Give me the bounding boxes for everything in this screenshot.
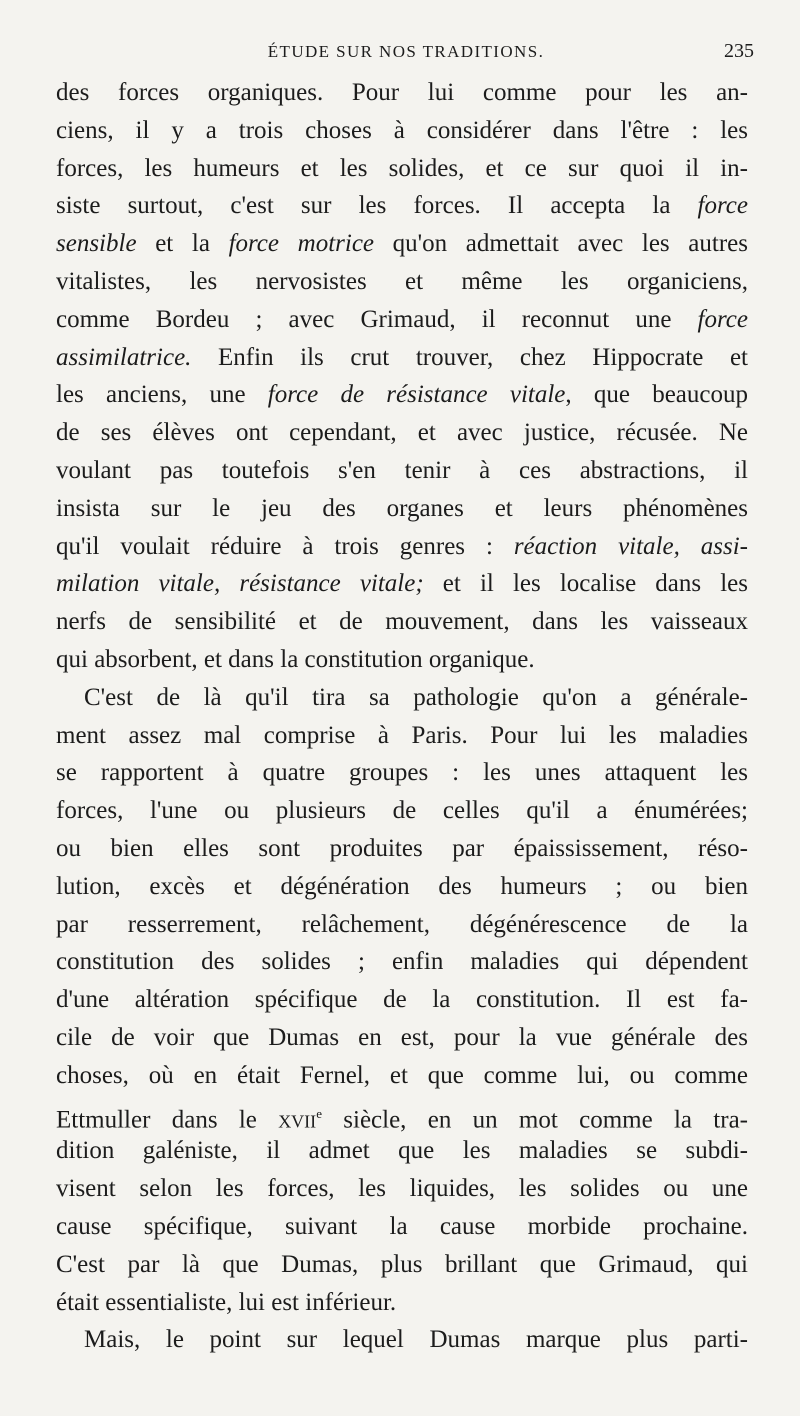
italic-text: sensible <box>56 230 137 258</box>
text-line <box>56 225 748 263</box>
text-segment: et il les localise dans les <box>423 570 749 598</box>
text-line <box>56 74 748 112</box>
text-segment: ment assez mal comprise à Paris. Pour lui les maladies <box>56 721 748 749</box>
text-segment: cause spécifique, suivant la cause morbide prochaine. <box>56 1212 748 1240</box>
text-line <box>56 1019 748 1057</box>
italic-text: force <box>697 305 748 333</box>
text-line <box>56 943 748 981</box>
text-segment: par resserrement, relâchement, dégénérescence de la <box>56 910 748 938</box>
text-line <box>56 112 748 150</box>
text-segment: constitution des solides ; enfin maladies qui dépendent <box>56 948 748 976</box>
italic-text: milation vitale, résistance vitale; <box>56 570 424 598</box>
text-line <box>56 1132 748 1170</box>
text-segment: visent selon les forces, les liquides, les solides ou une <box>56 1175 748 1203</box>
text-segment: C'est par là que Dumas, plus brillant que Grimaud, qui <box>56 1250 748 1278</box>
text-segment: Enfin ils crut trouver, chez Hippocrate et <box>191 343 748 371</box>
text-line <box>56 1170 748 1208</box>
text-segment: de ses élèves ont cependant, et avec justice, récusée. Ne <box>56 419 748 447</box>
page-header <box>58 34 754 74</box>
running-title: ÉTUDE SUR NOS TRADITIONS. <box>267 42 545 61</box>
text-segment: choses, où en était Fernel, et que comme lui, ou comme <box>56 1061 748 1089</box>
italic-text: force <box>697 192 748 220</box>
italic-text: réaction vitale, assi- <box>513 532 748 560</box>
text-line <box>56 1321 748 1359</box>
text-segment: qu'il voulait réduire à trois genres : <box>56 532 514 560</box>
text-line <box>56 150 748 188</box>
text-segment: était essentialiste, lui est inférieur. <box>56 1288 397 1316</box>
text-line <box>56 603 748 641</box>
text-segment: xvii <box>278 1105 317 1133</box>
text-line <box>56 906 748 944</box>
text-segment: les anciens, une <box>56 381 268 409</box>
text-line <box>56 301 748 339</box>
text-segment: qui absorbent, et dans la constitution organique. <box>56 645 535 673</box>
text-line <box>56 528 748 566</box>
text-line <box>56 1246 748 1284</box>
text-segment: voulant pas toutefois s'en tenir à ces abstractions, il <box>56 456 748 484</box>
text-line <box>56 414 748 452</box>
page-number: 235 <box>724 40 754 62</box>
text-segment: ciens, il y a trois choses à considérer dans l'être : les <box>56 116 748 144</box>
text-line <box>56 1057 748 1095</box>
text-line <box>56 679 748 717</box>
text-line <box>56 263 748 301</box>
text-line <box>56 717 748 755</box>
text-line <box>56 187 748 225</box>
text-line <box>56 1208 748 1246</box>
text-segment: ou bien elles sont produites par épaississement, réso- <box>56 834 748 862</box>
text-segment: siste surtout, c'est sur les forces. Il accepta la <box>56 192 698 220</box>
italic-text: force de résistance vitale <box>267 381 566 409</box>
text-line <box>56 792 748 830</box>
text-segment: dition galéniste, il admet que les maladies se subdi- <box>56 1137 748 1165</box>
italic-text: assimilatrice. <box>56 343 192 371</box>
text-segment: des forces organiques. Pour lui comme pour les an- <box>56 79 748 106</box>
superscript-text: e <box>316 1105 322 1121</box>
text-segment: , que beaucoup <box>565 381 748 409</box>
text-line <box>56 1284 748 1322</box>
text-segment: nerfs de sensibilité et de mouvement, dans les vaisseaux <box>56 608 748 636</box>
text-line <box>56 641 748 679</box>
text-segment: siècle, en un mot comme la tra- <box>321 1105 749 1133</box>
text-segment: cile de voir que Dumas en est, pour la vue générale des <box>56 1023 748 1051</box>
text-segment: forces, les humeurs et les solides, et ce sur quoi il in- <box>56 154 748 182</box>
body-text <box>56 74 748 1359</box>
text-segment: lution, excès et dégénération des humeurs ; ou bien <box>56 872 748 900</box>
text-segment: insista sur le jeu des organes et leurs phénomènes <box>56 494 748 522</box>
text-line <box>56 754 748 792</box>
text-line <box>56 376 748 414</box>
text-segment: se rapportent à quatre groupes : les unes attaquent les <box>56 759 748 787</box>
text-segment: vitalistes, les nervosistes et même les organiciens, <box>56 267 748 295</box>
text-segment: Ettmuller dans le <box>56 1105 279 1133</box>
text-segment: qu'on admettait avec les autres <box>374 230 748 258</box>
text-segment: et la <box>136 230 229 258</box>
text-segment: d'une altération spécifique de la constitution. Il est fa- <box>56 986 748 1014</box>
italic-text: force motrice <box>228 230 375 258</box>
text-line <box>56 490 748 528</box>
text-segment: Mais, le point sur lequel Dumas marque plus parti- <box>84 1326 748 1354</box>
text-line <box>56 868 748 906</box>
text-line <box>56 339 748 377</box>
text-line <box>56 1095 748 1133</box>
text-segment: C'est de là qu'il tira sa pathologie qu'on a générale- <box>84 683 748 711</box>
text-segment: forces, l'une ou plusieurs de celles qu'il a énumérées; <box>56 797 748 825</box>
text-line <box>56 452 748 490</box>
text-segment: comme Bordeu ; avec Grimaud, il reconnut une <box>56 305 698 333</box>
text-line <box>56 565 748 603</box>
text-line <box>56 830 748 868</box>
text-line <box>56 981 748 1019</box>
